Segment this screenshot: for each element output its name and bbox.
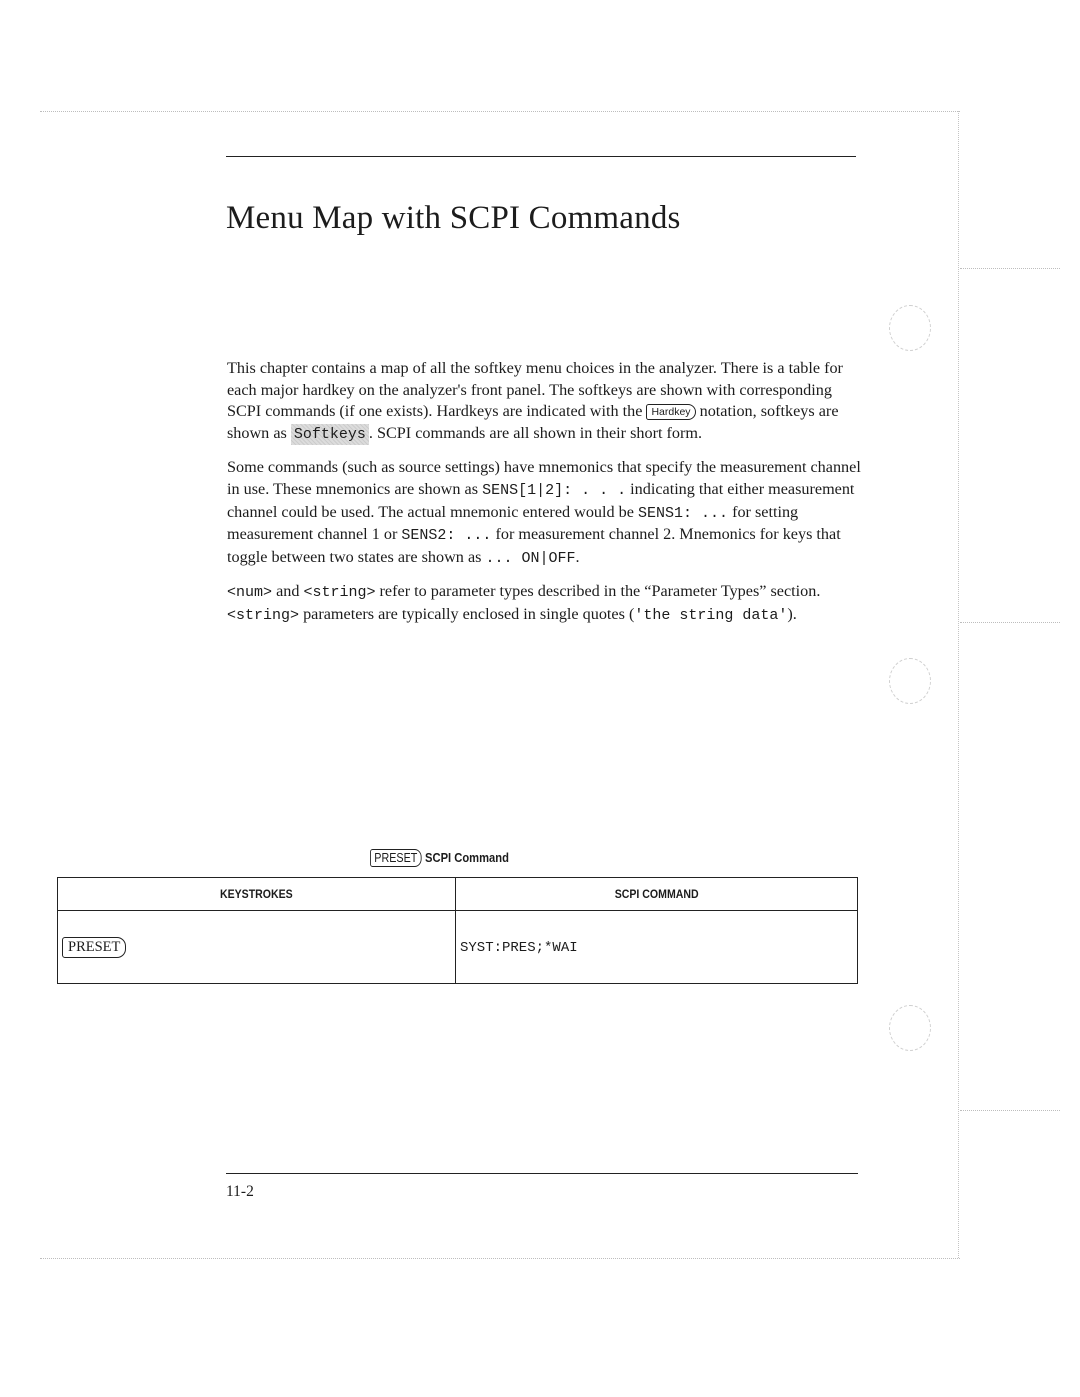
params-text-4: ).	[787, 604, 797, 623]
keystrokes-header-label: KEYSTROKES	[220, 887, 293, 901]
caption-preset-key: PRESET	[370, 849, 422, 867]
table-header-row	[58, 878, 858, 911]
params-text-1: and	[272, 582, 304, 601]
binder-hole-1	[889, 305, 931, 351]
mnemonic-sens2: SENS2: ...	[401, 527, 492, 545]
scpi-command-header-label: SCPI COMMAND	[614, 887, 699, 901]
scpi-cell	[456, 911, 858, 984]
mnemonic-sens1: SENS1: ...	[638, 504, 729, 522]
binder-hole-3	[889, 1005, 931, 1051]
binder-hole-2	[889, 658, 931, 704]
param-string: <string>	[303, 584, 376, 602]
intro-text-3: . SCPI commands are all shown in their short form.	[368, 423, 703, 442]
mnemonic-onoff: ... ON|OFF	[485, 549, 576, 567]
param-string-2: <string>	[227, 606, 300, 624]
tab-line-2	[960, 622, 1060, 623]
tab-line-1	[960, 268, 1060, 269]
keystrokes-header	[58, 878, 456, 911]
caption-text: SCPI Command	[425, 850, 509, 865]
top-edge-line	[40, 111, 960, 112]
mnemonic-sens12: SENS[1|2]: . . .	[482, 481, 627, 499]
parameters-paragraph	[227, 581, 867, 626]
page-title: Menu Map with SCPI Commands	[226, 200, 681, 236]
intro-text-2: notation, softkeys are shown as	[227, 402, 839, 442]
tab-line-3	[960, 1110, 1060, 1111]
footer-rule	[226, 1173, 858, 1174]
intro-text-1: This chapter contains a map of all the softkey menu choices in the analyzer. There is a table for each major hardkey on the analyzer's front panel. The softkeys are shown with corresponding SCPI commands (if one exists). Hardkeys are indicated with the	[227, 359, 843, 421]
param-string-example: 'the string data'	[634, 606, 788, 624]
intro-paragraph	[227, 358, 867, 445]
params-text-3: parameters are typically enclosed in single quotes (	[299, 604, 635, 623]
params-text-2: refer to parameter types described in the “Parameter Types” section.	[375, 582, 821, 601]
body-text	[227, 358, 867, 639]
right-edge-line	[958, 111, 959, 1258]
mnemonics-text-5: .	[575, 547, 580, 566]
scpi-command-table	[57, 877, 858, 984]
keystroke-cell	[58, 911, 456, 984]
header-rule	[226, 156, 856, 157]
param-num: <num>	[227, 584, 273, 602]
mnemonics-text-4: for measurement channel 2. Mnemonics for keys that toggle between two states are shown as	[227, 525, 841, 566]
table-row	[58, 911, 858, 984]
bottom-edge-line	[40, 1258, 960, 1259]
scpi-command-value: SYST:PRES;*WAI	[460, 940, 578, 956]
mnemonics-text-3: for setting measurement channel 1 or	[227, 502, 799, 544]
table-caption	[370, 849, 509, 867]
mnemonics-text-1: Some commands (such as source settings) have mnemonics that specify the measurement channel in use. These mnemonics are shown as	[227, 458, 861, 498]
mnemonics-paragraph	[227, 457, 867, 569]
scpi-command-header	[456, 878, 858, 911]
hardkey-example: Hardkey	[646, 404, 695, 420]
mnemonics-text-2: indicating that either measurement channel could be used. The actual mnemonic entered would be	[227, 479, 855, 521]
page-number: 11-2	[226, 1183, 254, 1200]
preset-key: PRESET	[62, 937, 126, 958]
softkey-example: Softkeys	[291, 424, 369, 446]
